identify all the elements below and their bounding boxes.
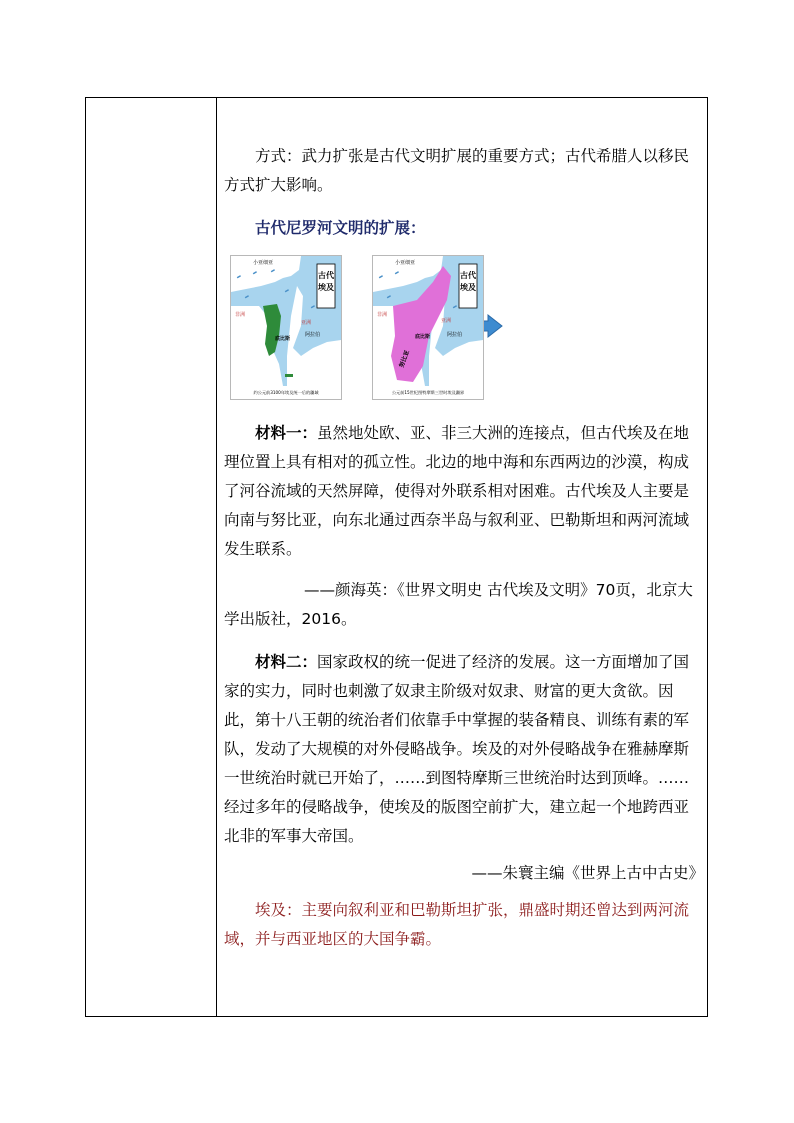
conclusion-paragraph: 埃及：主要向叙利亚和巴勒斯坦扩张，鼎盛时期还曾达到两河流域，并与西亚地区的大国争霸。 xyxy=(224,901,690,948)
map-left-title: 古代 xyxy=(318,271,334,280)
column-divider xyxy=(216,98,217,1016)
svg-text:埃及: 埃及 xyxy=(318,283,334,292)
svg-text:亚洲: 亚洲 xyxy=(301,320,312,326)
map-comparison xyxy=(224,255,704,405)
material-one-paragraph xyxy=(224,419,704,564)
map-left-caption: 约公元前3100年埃及统一后的疆域 xyxy=(253,390,319,395)
svg-text:亚洲: 亚洲 xyxy=(441,318,452,324)
material-one-label: 材料一： xyxy=(255,424,318,442)
svg-text:努比亚: 努比亚 xyxy=(398,349,412,369)
map-empire-egypt xyxy=(372,255,484,400)
svg-text:非洲: 非洲 xyxy=(377,312,388,318)
svg-text:底比斯: 底比斯 xyxy=(415,334,431,340)
svg-text:阿拉伯: 阿拉伯 xyxy=(447,332,463,338)
material-two-text: 国家政权的统一促进了经济的发展。这一方面增加了国家的实力，同时也刺激了奴隶主阶级对奴隶、财富的更大贪欲。因此，第十八王朝的统治者们依靠手中掌握的装备精良、训练有素的军队，发动了大规模的对外侵略战争。埃及的对外侵略战争在雅赫摩斯一世统治时就已开始了，……到图特摩斯三世统治时达到顶峰。……经过多年的侵略战争，使埃及的版图空前扩大，建立起一个地跨西亚北非的军事大帝国。 xyxy=(224,653,690,845)
section-heading: 古代尼罗河文明的扩展： xyxy=(255,219,426,237)
map-early-egypt xyxy=(230,255,342,400)
citation-one: ——颜海英：《世界文明史 古代埃及文明》70页，北京大学出版社，2016。 xyxy=(224,581,693,628)
citation-two: ——朱寰主编《世界上古中古史》 xyxy=(471,864,704,882)
svg-text:埃及: 埃及 xyxy=(460,283,476,292)
map-right-caption: 公元前15世纪图特摩斯三世时埃及疆界 xyxy=(391,390,465,395)
svg-text:古代: 古代 xyxy=(460,271,476,280)
material-one-text: 虽然地处欧、亚、非三大洲的连接点，但古代埃及在地理位置上具有相对的孤立性。北边的地中海和东西两边的沙漠，构成了河谷流域的天然屏障，使得对外联系相对困难。古代埃及人主要是向南与努比亚，向东北通过西奈半岛与叙利亚、巴勒斯坦和两河流域发生联系。 xyxy=(224,424,690,558)
material-two-paragraph xyxy=(224,648,704,851)
content-table xyxy=(85,97,708,1017)
material-two-label: 材料二： xyxy=(255,653,318,671)
method-paragraph: 方式：武力扩张是古代文明扩展的重要方式；古代希腊人以移民方式扩大影响。 xyxy=(224,147,690,194)
svg-text:非洲: 非洲 xyxy=(235,312,246,318)
svg-text:阿拉伯: 阿拉伯 xyxy=(305,332,321,338)
map-left-label-top: 小亚细亚 xyxy=(253,260,274,266)
content-cell xyxy=(224,142,704,954)
svg-text:底比斯: 底比斯 xyxy=(275,336,291,342)
svg-text:小亚细亚: 小亚细亚 xyxy=(395,260,416,266)
